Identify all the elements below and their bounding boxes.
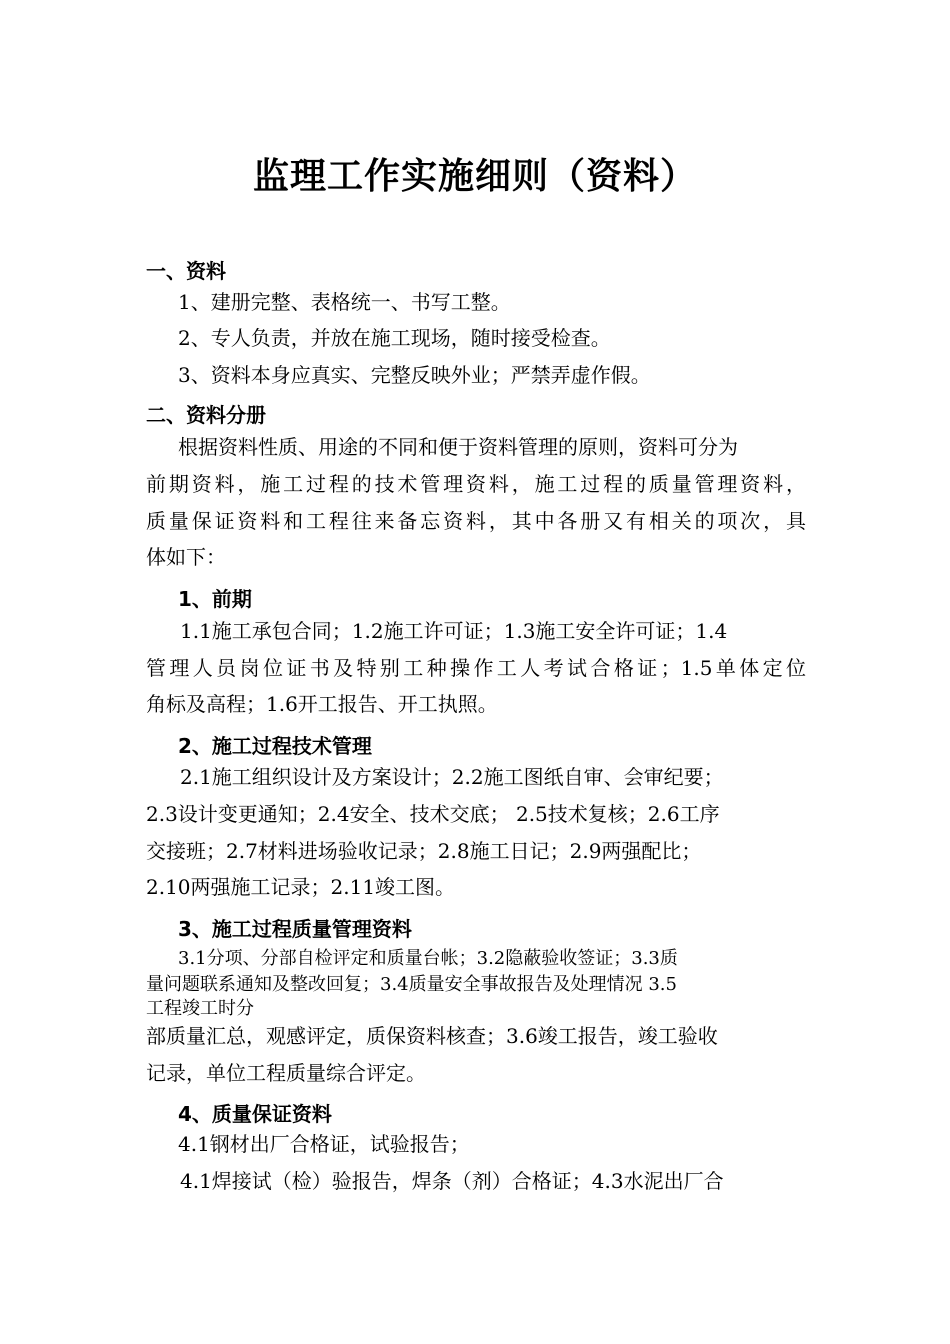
paragraph-line: 角标及高程；1.6开工报告、开工执照。 (146, 692, 498, 716)
subsection-4-heading: 4、质量保证资料 (178, 1102, 332, 1126)
subsection-3-heading: 3、施工过程质量管理资料 (178, 917, 412, 941)
section-1-item: 1、建册完整、表格统一、书写工整。 (178, 290, 511, 314)
paragraph-line: 部质量汇总，观感评定，质保资料核查；3.6竣工报告，竣工验收 (146, 1024, 718, 1048)
paragraph-line: 工程竣工时分 (146, 998, 254, 1019)
paragraph-line: 根据资料性质、用途的不同和便于资料管理的原则，资料可分为 (178, 435, 738, 459)
paragraph-line: 质量保证资料和工程往来备忘资料，其中各册又有相关的项次，具 (146, 509, 806, 533)
paragraph-line: 交接班；2.7材料进场验收记录；2.8施工日记；2.9两强配比； (146, 839, 702, 863)
paragraph-line: 2.3设计变更通知；2.4安全、技术交底； 2.5技术复核；2.6工序 (146, 802, 720, 826)
section-2-heading: 二、资料分册 (146, 403, 266, 427)
paragraph-line: 管理人员岗位证书及特别工种操作工人考试合格证；1.5单体定位 (146, 656, 806, 680)
paragraph-line: 4.1钢材出厂合格证，试验报告； (178, 1132, 470, 1156)
paragraph-line: 1.1施工承包合同；1.2施工许可证；1.3施工安全许可证；1.4 (180, 619, 728, 643)
paragraph-line: 前期资料，施工过程的技术管理资料，施工过程的质量管理资料， (146, 472, 806, 496)
paragraph-line: 记录，单位工程质量综合评定。 (146, 1061, 426, 1085)
paragraph-line: 体如下： (146, 545, 226, 569)
subsection-2-heading: 2、施工过程技术管理 (178, 734, 372, 758)
paragraph-line: 4.1焊接试（检）验报告，焊条（剂）合格证；4.3水泥出厂合 (180, 1169, 724, 1193)
paragraph-line: 2.1施工组织设计及方案设计；2.2施工图纸自审、会审纪要； (180, 765, 724, 789)
section-1-heading: 一、资料 (146, 259, 226, 283)
subsection-1-heading: 1、前期 (178, 587, 252, 611)
paragraph-line: 量问题联系通知及整改回复；3.4质量安全事故报告及处理情况 3.5 (146, 974, 677, 995)
document-title: 监理工作实施细则（资料） (252, 156, 697, 197)
section-1-item: 3、资料本身应真实、完整反映外业；严禁弄虚作假。 (178, 363, 651, 387)
paragraph-line: 2.10两强施工记录；2.11竣工图。 (146, 875, 456, 899)
section-1-item: 2、专人负责，并放在施工现场，随时接受检查。 (178, 326, 611, 350)
paragraph-line: 3.1分项、分部自检评定和质量台帐；3.2隐蔽验收签证；3.3质 (178, 948, 678, 969)
